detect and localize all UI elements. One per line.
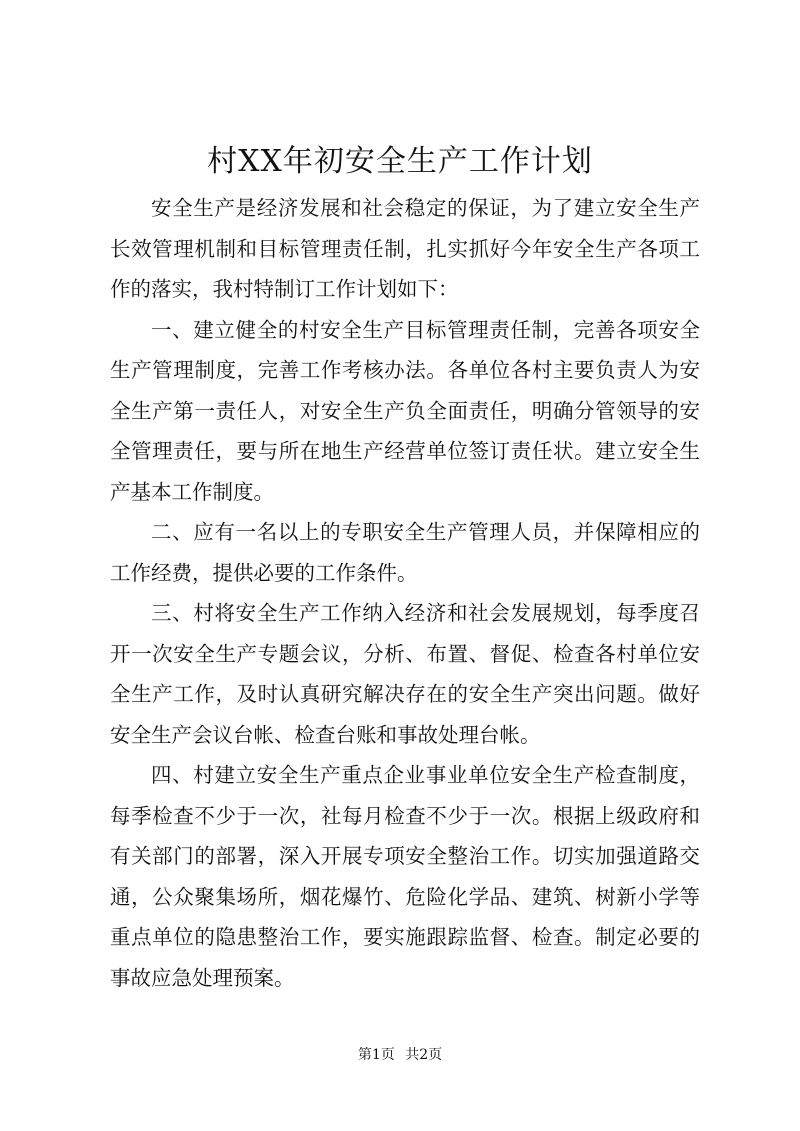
paragraph-intro: 安全生产是经济发展和社会稳定的保证，为了建立安全生产长效管理机制和目标管理责任制，扎实抓好今年安全生产各项工作的落实，我村特制订工作计划如下： (110, 196, 700, 301)
page-footer (0, 1045, 800, 1065)
paragraph-item-3: 三、村将安全生产工作纳入经济和社会发展规划，每季度召开一次安全生产专题会议，分析、布置、督促、检查各村单位安全生产工作，及时认真研究解决存在的安全生产突出问题。做好安全生产会议台帐、检查台账和事故处理台帐。 (110, 601, 700, 747)
page-number-current: 第1页 (357, 1047, 395, 1063)
paragraph-item-2: 二、应有一名以上的专职安全生产管理人员，并保障相应的工作经费，提供必要的工作条件。 (110, 520, 700, 585)
document-title: 村XX年初安全生产工作计划 (207, 144, 593, 179)
document-body (110, 188, 700, 998)
paragraph-item-1: 一、建立健全的村安全生产目标管理责任制，完善各项安全生产管理制度，完善工作考核办法。各单位各村主要负责人为安全生产第一责任人，对安全生产负全面责任，明确分管领导的安全管理责任，要与所在地生产经营单位签订责任状。建立安全生产基本工作制度。 (110, 317, 700, 504)
page-number-total: 共2页 (405, 1047, 443, 1063)
paragraph-item-4: 四、村建立安全生产重点企业事业单位安全生产检查制度，每季检查不少于一次，社每月检查不少于一次。根据上级政府和有关部门的部署，深入开展专项安全整治工作。切实加强道路交通，公众聚集场所，烟花爆竹、危险化学品、建筑、树新小学等重点单位的隐患整治工作，要实施跟踪监督、检查。制定必要的事故应急处理预案。 (110, 763, 700, 990)
